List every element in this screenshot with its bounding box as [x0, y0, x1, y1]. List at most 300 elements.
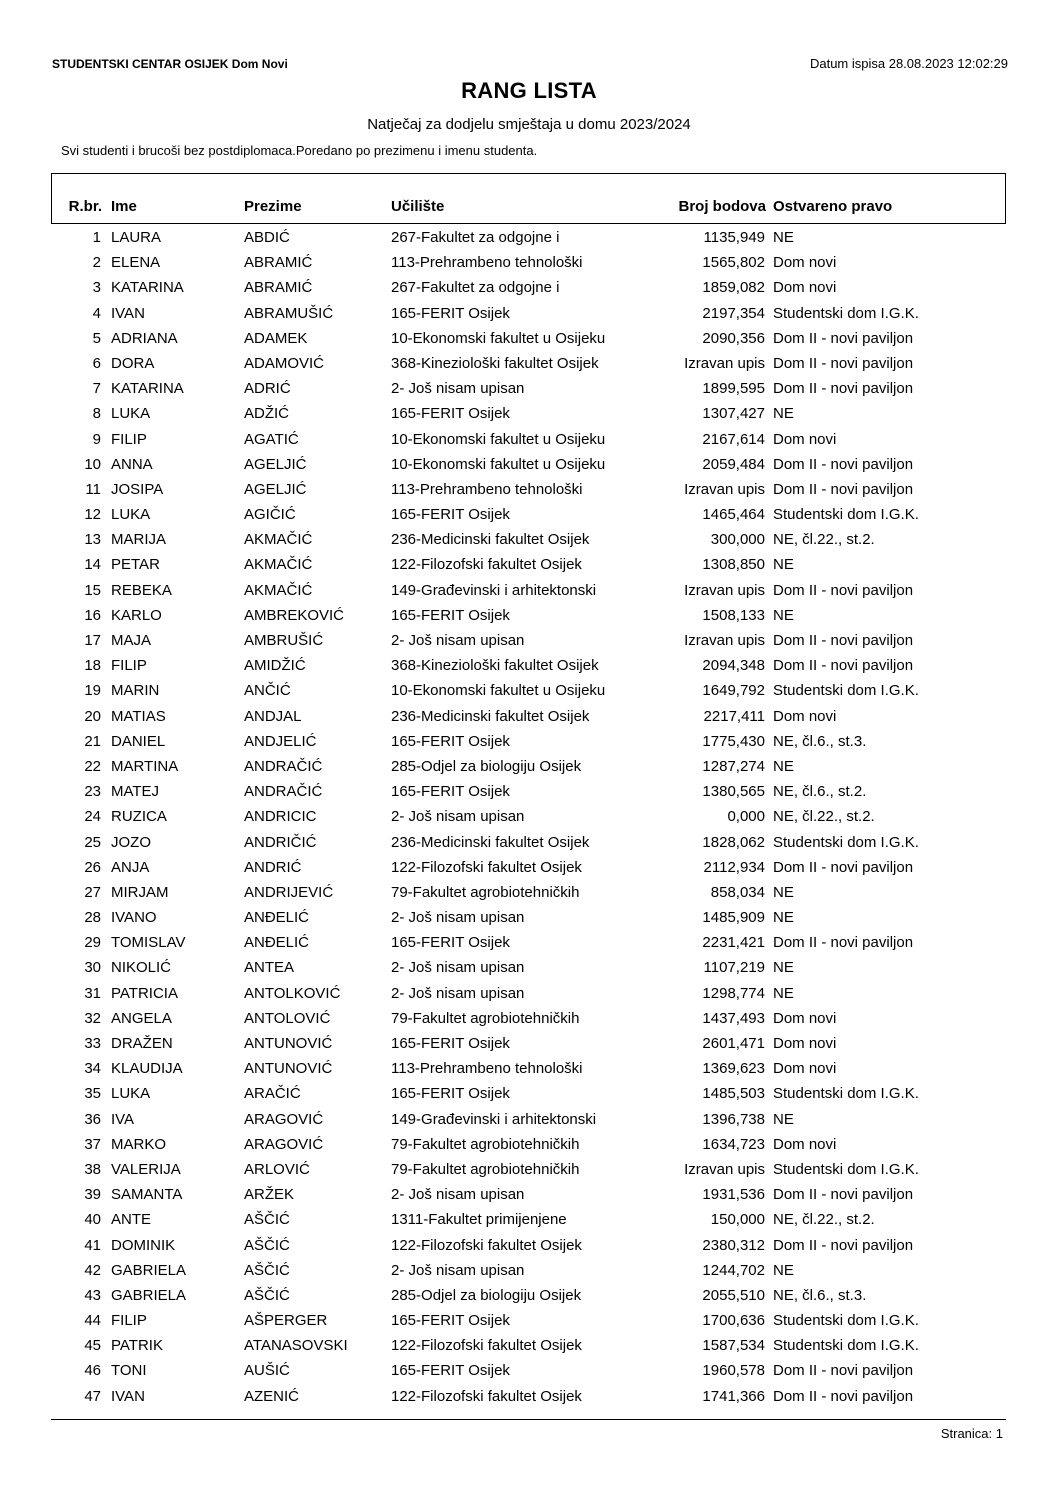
row-prezime: ANDRAČIĆ	[244, 757, 323, 775]
table-row	[0, 1285, 1058, 1310]
row-ime: LUKA	[111, 1085, 151, 1103]
row-rbr: 2	[92, 254, 101, 272]
table-row	[0, 857, 1058, 882]
row-bodovi: 2197,354	[702, 304, 765, 322]
row-prezime: ABRAMIĆ	[244, 254, 313, 272]
row-pravo: Dom II - novi paviljon	[773, 934, 914, 952]
row-prezime: AKMAČIĆ	[244, 581, 313, 599]
row-prezime: ANTUNOVIĆ	[244, 1035, 333, 1052]
row-uciliste: 10-Ekonomski fakultet u Osijeku	[391, 329, 606, 347]
row-prezime: ARAGOVIĆ	[244, 1110, 324, 1128]
row-uciliste: 122-Filozofski fakultet Osijek	[391, 1236, 582, 1254]
row-prezime: ARAČIĆ	[244, 1085, 301, 1103]
row-pravo: NE	[773, 556, 794, 574]
row-prezime: ANTEA	[244, 959, 295, 977]
row-uciliste: 368-Kineziološki fakultet Osijek	[391, 657, 599, 675]
row-prezime: AMBREKOVIĆ	[244, 606, 345, 624]
row-prezime: ADRIĆ	[244, 380, 291, 398]
row-ime: JOSIPA	[111, 480, 164, 498]
row-bodovi: 1859,082	[702, 279, 765, 297]
row-pravo: Dom II - novi paviljon	[773, 1387, 914, 1405]
row-ime: ELENA	[111, 254, 161, 272]
row-prezime: AŠČIĆ	[244, 1261, 290, 1279]
table-row	[0, 907, 1058, 932]
row-pravo: Dom II - novi paviljon	[773, 581, 914, 599]
row-rbr: 3	[92, 279, 101, 297]
row-prezime: ANTUNOVIĆ	[244, 1060, 333, 1078]
row-prezime: AŠČIĆ	[244, 1236, 290, 1254]
row-uciliste: 236-Medicinski fakultet Osijek	[391, 707, 590, 725]
row-rbr: 36	[84, 1110, 101, 1128]
row-pravo: NE	[773, 984, 794, 1002]
row-pravo: Dom novi	[773, 430, 837, 448]
row-uciliste: 2- Još nisam upisan	[391, 959, 525, 977]
row-ime: DOMINIK	[111, 1236, 176, 1254]
row-uciliste: 149-Građevinski i arhitektonski	[391, 581, 597, 599]
table-row	[0, 731, 1058, 756]
row-bodovi: 858,034	[710, 883, 765, 901]
row-pravo: Dom II - novi paviljon	[773, 354, 914, 372]
row-prezime: AGELJIĆ	[244, 455, 307, 473]
table-row	[0, 806, 1058, 831]
row-uciliste: 165-FERIT Osijek	[391, 1085, 510, 1103]
row-rbr: 45	[84, 1337, 101, 1355]
row-prezime: ANDRICIC	[244, 808, 317, 826]
row-rbr: 8	[92, 405, 101, 423]
row-prezime: AUŠIĆ	[244, 1362, 290, 1380]
row-bodovi: 1649,792	[702, 682, 765, 700]
row-ime: PATRICIA	[111, 984, 178, 1002]
row-prezime: AŠČIĆ	[244, 1211, 290, 1229]
row-bodovi: 1437,493	[702, 1009, 765, 1027]
row-uciliste: 165-FERIT Osijek	[391, 1035, 510, 1052]
row-uciliste: 122-Filozofski fakultet Osijek	[391, 1387, 582, 1405]
row-rbr: 31	[84, 984, 101, 1002]
print-date: Datum ispisa 28.08.2023 12:02:29	[809, 56, 1008, 71]
row-ime: KARLO	[111, 606, 162, 624]
row-ime: ANGELA	[111, 1009, 172, 1027]
row-ime: IVAN	[111, 1387, 145, 1405]
table-row	[0, 403, 1058, 428]
row-ime: GABRIELA	[111, 1286, 187, 1304]
column-header-uciliste: Učilište	[391, 198, 445, 215]
row-bodovi: 1396,738	[702, 1110, 765, 1128]
row-uciliste: 2- Još nisam upisan	[391, 808, 525, 826]
row-rbr: 13	[84, 531, 101, 549]
row-rbr: 19	[84, 682, 101, 700]
row-ime: MAJA	[111, 632, 152, 649]
row-uciliste: 165-FERIT Osijek	[391, 934, 510, 952]
row-prezime: ANDJAL	[244, 707, 302, 725]
row-prezime: AMBRUŠIĆ	[244, 632, 324, 649]
row-bodovi: 1465,464	[702, 506, 765, 524]
row-rbr: 23	[84, 783, 101, 801]
table-row	[0, 680, 1058, 705]
row-ime: FILIP	[111, 430, 147, 448]
table-row	[0, 630, 1058, 655]
row-pravo: Studentski dom I.G.K.	[773, 1337, 919, 1355]
row-prezime: AGIČIĆ	[244, 506, 296, 524]
row-uciliste: 165-FERIT Osijek	[391, 304, 510, 322]
table-row	[0, 1260, 1058, 1285]
row-ime: SAMANTA	[111, 1186, 183, 1204]
row-uciliste: 285-Odjel za biologiju Osijek	[391, 1286, 582, 1304]
table-row	[0, 479, 1058, 504]
row-bodovi: 1244,702	[702, 1261, 765, 1279]
row-ime: KATARINA	[111, 279, 184, 297]
row-bodovi: 150,000	[710, 1211, 765, 1229]
row-pravo: Studentski dom I.G.K.	[773, 1312, 919, 1330]
row-bodovi: 1587,534	[702, 1337, 765, 1355]
row-uciliste: 79-Fakultet agrobiotehničkih	[391, 1160, 580, 1178]
row-uciliste: 122-Filozofski fakultet Osijek	[391, 858, 582, 876]
row-prezime: ADAMOVIĆ	[244, 354, 325, 372]
row-prezime: ANDRIČIĆ	[244, 833, 317, 851]
row-bodovi: Izravan upis	[684, 581, 765, 599]
row-uciliste: 267-Fakultet za odgojne i	[391, 279, 560, 297]
row-rbr: 37	[84, 1135, 101, 1153]
row-rbr: 15	[84, 581, 101, 599]
row-bodovi: 1308,850	[702, 556, 765, 574]
row-pravo: Dom II - novi paviljon	[773, 1362, 914, 1380]
table-row	[0, 832, 1058, 857]
row-pravo: NE, čl.6., st.3.	[773, 1286, 867, 1304]
row-bodovi: 1107,219	[703, 959, 765, 977]
row-pravo: Dom novi	[773, 1135, 837, 1153]
row-bodovi: 1508,133	[702, 606, 765, 624]
row-ime: REBEKA	[111, 581, 172, 599]
row-bodovi: 1634,723	[702, 1135, 765, 1153]
table-row	[0, 429, 1058, 454]
row-uciliste: 2- Još nisam upisan	[391, 984, 525, 1002]
row-prezime: ANČIĆ	[244, 682, 291, 700]
row-uciliste: 79-Fakultet agrobiotehničkih	[391, 1009, 580, 1027]
table-row	[0, 983, 1058, 1008]
row-pravo: Studentski dom I.G.K.	[773, 506, 919, 524]
row-pravo: Dom II - novi paviljon	[773, 1236, 914, 1254]
row-bodovi: 1485,909	[702, 909, 765, 927]
row-prezime: AMIDŽIĆ	[244, 657, 306, 675]
row-rbr: 27	[84, 883, 101, 901]
row-rbr: 22	[84, 757, 101, 775]
row-prezime: AŠČIĆ	[244, 1286, 290, 1304]
row-bodovi: 1700,636	[702, 1312, 765, 1330]
table-row	[0, 1310, 1058, 1335]
row-prezime: AKMAČIĆ	[244, 531, 313, 549]
row-uciliste: 122-Filozofski fakultet Osijek	[391, 1337, 582, 1355]
row-bodovi: 2112,934	[703, 858, 765, 876]
row-pravo: Dom novi	[773, 279, 837, 297]
row-uciliste: 2- Još nisam upisan	[391, 380, 525, 398]
row-ime: MARTINA	[111, 757, 179, 775]
row-rbr: 9	[92, 430, 101, 448]
table-row	[0, 1033, 1058, 1058]
table-row	[0, 227, 1058, 252]
table-row	[0, 328, 1058, 353]
row-prezime: ADAMEK	[244, 329, 308, 347]
row-rbr: 11	[85, 480, 101, 498]
row-ime: GABRIELA	[111, 1261, 187, 1279]
row-rbr: 18	[84, 657, 101, 675]
row-ime: MATIAS	[111, 707, 166, 725]
table-row	[0, 756, 1058, 781]
row-bodovi: 1135,949	[703, 229, 765, 246]
page-subtitle: Natječaj za dodjelu smještaja u domu 2023/2024	[367, 116, 691, 133]
row-pravo: Dom II - novi paviljon	[773, 329, 914, 347]
row-bodovi: 1899,595	[702, 380, 765, 398]
row-rbr: 29	[84, 934, 101, 952]
row-bodovi: 1828,062	[702, 833, 765, 851]
row-ime: DANIEL	[111, 732, 166, 750]
row-prezime: AGATIĆ	[244, 430, 299, 448]
row-uciliste: 10-Ekonomski fakultet u Osijeku	[391, 682, 606, 700]
row-prezime: ATANASOVSKI	[244, 1337, 348, 1355]
row-ime: NIKOLIĆ	[111, 959, 172, 977]
row-bodovi: 1741,366	[702, 1387, 765, 1405]
row-uciliste: 165-FERIT Osijek	[391, 606, 510, 624]
row-ime: TOMISLAV	[111, 934, 186, 952]
table-row	[0, 580, 1058, 605]
row-uciliste: 368-Kineziološki fakultet Osijek	[391, 354, 599, 372]
row-prezime: ANĐELIĆ	[244, 934, 310, 952]
row-pravo: Dom II - novi paviljon	[773, 1186, 914, 1204]
row-bodovi: 1485,503	[702, 1085, 765, 1103]
row-bodovi: 2090,356	[702, 329, 765, 347]
row-pravo: NE, čl.6., st.2.	[773, 783, 867, 801]
table-row	[0, 504, 1058, 529]
table-bottom-divider	[51, 1419, 1006, 1420]
table-row	[0, 353, 1058, 378]
row-uciliste: 149-Građevinski i arhitektonski	[391, 1110, 597, 1128]
row-rbr: 1	[92, 229, 101, 246]
row-pravo: Dom II - novi paviljon	[773, 858, 914, 876]
row-rbr: 38	[84, 1160, 101, 1178]
table-row	[0, 1134, 1058, 1159]
column-header-ime: Ime	[111, 198, 137, 215]
row-rbr: 20	[84, 707, 101, 725]
row-uciliste: 79-Fakultet agrobiotehničkih	[391, 883, 580, 901]
table-row	[0, 1159, 1058, 1184]
row-bodovi: 2167,614	[702, 430, 765, 448]
row-ime: VALERIJA	[111, 1160, 181, 1178]
row-prezime: ARAGOVIĆ	[244, 1135, 324, 1153]
row-bodovi: 2059,484	[702, 455, 765, 473]
row-ime: MATEJ	[111, 783, 160, 801]
row-ime: RUZICA	[111, 808, 167, 826]
table-row	[0, 554, 1058, 579]
table-row	[0, 1235, 1058, 1260]
row-ime: ANNA	[111, 455, 153, 473]
table-row	[0, 378, 1058, 403]
page-title: RANG LISTA	[461, 78, 597, 103]
ranking-table-body	[0, 227, 1058, 1411]
row-rbr: 5	[92, 329, 101, 347]
row-prezime: ADŽIĆ	[244, 405, 289, 423]
table-row	[0, 706, 1058, 731]
row-bodovi: 1380,565	[702, 783, 765, 801]
row-pravo: Studentski dom I.G.K.	[773, 1085, 919, 1103]
row-pravo: Studentski dom I.G.K.	[773, 833, 919, 851]
row-uciliste: 285-Odjel za biologiju Osijek	[391, 757, 582, 775]
row-pravo: NE	[773, 1261, 794, 1279]
row-bodovi: 2094,348	[702, 657, 765, 675]
row-bodovi: 1307,427	[702, 405, 765, 423]
row-uciliste: 236-Medicinski fakultet Osijek	[391, 531, 590, 549]
row-ime: IVAN	[111, 304, 145, 322]
row-pravo: NE, čl.6., st.3.	[773, 732, 867, 750]
table-row	[0, 655, 1058, 680]
table-row	[0, 1008, 1058, 1033]
row-rbr: 24	[84, 808, 101, 826]
row-rbr: 46	[84, 1362, 101, 1380]
table-row	[0, 454, 1058, 479]
table-row	[0, 957, 1058, 982]
row-pravo: Dom novi	[773, 1035, 837, 1052]
row-rbr: 42	[84, 1261, 101, 1279]
row-rbr: 4	[92, 304, 101, 322]
table-row	[0, 303, 1058, 328]
row-bodovi: Izravan upis	[684, 480, 765, 498]
row-prezime: ANDRAČIĆ	[244, 783, 323, 801]
row-bodovi: 1565,802	[702, 254, 765, 272]
row-rbr: 40	[84, 1211, 101, 1229]
row-rbr: 16	[84, 606, 101, 624]
row-prezime: ANĐELIĆ	[244, 909, 310, 927]
row-pravo: NE	[773, 883, 794, 901]
row-ime: PETAR	[111, 556, 160, 574]
row-pravo: Dom II - novi paviljon	[773, 657, 914, 675]
row-ime: KATARINA	[111, 380, 184, 398]
row-pravo: Dom novi	[773, 1060, 837, 1078]
table-row	[0, 781, 1058, 806]
row-ime: FILIP	[111, 657, 147, 675]
table-header-divider	[51, 223, 1006, 224]
row-prezime: ABRAMUŠIĆ	[244, 304, 334, 322]
row-uciliste: 165-FERIT Osijek	[391, 506, 510, 524]
table-row	[0, 1209, 1058, 1234]
row-rbr: 43	[84, 1286, 101, 1304]
column-header-rbr: R.br.	[68, 198, 102, 215]
row-rbr: 30	[84, 959, 101, 977]
row-bodovi: Izravan upis	[684, 1160, 765, 1178]
row-pravo: Dom novi	[773, 254, 837, 272]
row-pravo: Studentski dom I.G.K.	[773, 682, 919, 700]
table-row	[0, 252, 1058, 277]
row-uciliste: 2- Još nisam upisan	[391, 1186, 525, 1204]
row-uciliste: 1311-Fakultet primijenjene	[391, 1211, 567, 1229]
row-rbr: 10	[84, 455, 101, 473]
table-row	[0, 1109, 1058, 1134]
list-note: Svi studenti i brucoši bez postdiplomaca.Poredano po prezimenu i imenu studenta.	[61, 143, 538, 158]
row-prezime: ABDIĆ	[244, 229, 290, 246]
row-prezime: ANDRIJEVIĆ	[244, 883, 334, 901]
row-rbr: 28	[84, 909, 101, 927]
row-rbr: 21	[84, 732, 101, 750]
row-pravo: NE, čl.22., st.2.	[773, 808, 875, 826]
row-uciliste: 165-FERIT Osijek	[391, 732, 510, 750]
row-ime: PATRIK	[111, 1337, 163, 1355]
row-pravo: NE	[773, 405, 794, 423]
institution-name: STUDENTSKI CENTAR OSIJEK Dom Novi	[52, 57, 288, 71]
row-rbr: 26	[84, 858, 101, 876]
row-pravo: NE	[773, 606, 794, 624]
row-uciliste: 122-Filozofski fakultet Osijek	[391, 556, 582, 574]
row-ime: LUKA	[111, 506, 151, 524]
row-bodovi: Izravan upis	[684, 632, 765, 649]
row-bodovi: 1287,274	[702, 757, 765, 775]
row-rbr: 47	[84, 1387, 101, 1405]
row-uciliste: 113-Prehrambeno tehnološki	[391, 254, 583, 272]
row-pravo: NE	[773, 959, 794, 977]
row-prezime: AŠPERGER	[244, 1312, 328, 1330]
row-bodovi: 0,000	[727, 808, 765, 826]
row-uciliste: 113-Prehrambeno tehnološki	[391, 1060, 583, 1078]
row-rbr: 41	[84, 1236, 101, 1254]
row-prezime: ARŽEK	[244, 1186, 295, 1204]
row-prezime: ANTOLOVIĆ	[244, 1009, 331, 1027]
row-ime: IVANO	[111, 909, 157, 927]
row-bodovi: Izravan upis	[684, 354, 765, 372]
row-prezime: ABRAMIĆ	[244, 279, 313, 297]
row-rbr: 32	[84, 1009, 101, 1027]
column-header-bodovi: Broj bodova	[678, 198, 766, 215]
row-pravo: Dom novi	[773, 1009, 837, 1027]
row-rbr: 12	[84, 506, 101, 524]
row-ime: IVA	[111, 1110, 135, 1128]
row-uciliste: 236-Medicinski fakultet Osijek	[391, 833, 590, 851]
row-prezime: ANDRIĆ	[244, 858, 302, 876]
row-rbr: 6	[92, 354, 101, 372]
table-row	[0, 1335, 1058, 1360]
row-prezime: AGELJIĆ	[244, 480, 307, 498]
row-pravo: Studentski dom I.G.K.	[773, 304, 919, 322]
row-ime: MARKO	[111, 1135, 167, 1153]
row-uciliste: 267-Fakultet za odgojne i	[391, 229, 560, 246]
row-rbr: 35	[84, 1085, 101, 1103]
table-row	[0, 529, 1058, 554]
row-rbr: 33	[84, 1035, 101, 1052]
row-ime: DORA	[111, 354, 155, 372]
row-prezime: ANTOLKOVIĆ	[244, 984, 341, 1002]
table-row	[0, 882, 1058, 907]
table-row	[0, 1184, 1058, 1209]
column-header-prezime: Prezime	[244, 198, 302, 215]
row-pravo: Dom novi	[773, 707, 837, 725]
row-rbr: 17	[84, 632, 101, 649]
row-bodovi: 2217,411	[703, 707, 765, 725]
row-pravo: Dom II - novi paviljon	[773, 480, 914, 498]
row-ime: TONI	[111, 1362, 147, 1380]
row-bodovi: 2601,471	[702, 1035, 765, 1052]
row-uciliste: 165-FERIT Osijek	[391, 783, 510, 801]
row-ime: ANJA	[111, 858, 150, 876]
row-pravo: Dom II - novi paviljon	[773, 380, 914, 398]
row-uciliste: 2- Još nisam upisan	[391, 1261, 525, 1279]
row-prezime: AZENIĆ	[244, 1387, 300, 1405]
row-uciliste: 10-Ekonomski fakultet u Osijeku	[391, 455, 606, 473]
row-uciliste: 2- Još nisam upisan	[391, 909, 525, 927]
row-pravo: NE	[773, 1110, 794, 1128]
table-row	[0, 1083, 1058, 1108]
row-rbr: 7	[92, 380, 101, 398]
row-pravo: Studentski dom I.G.K.	[773, 1160, 919, 1178]
row-ime: LAURA	[111, 229, 162, 246]
row-bodovi: 2231,421	[702, 934, 765, 952]
row-pravo: NE, čl.22., st.2.	[773, 1211, 875, 1229]
row-ime: MARIJA	[111, 531, 167, 549]
row-bodovi: 1369,623	[702, 1060, 765, 1078]
row-uciliste: 165-FERIT Osijek	[391, 1362, 510, 1380]
